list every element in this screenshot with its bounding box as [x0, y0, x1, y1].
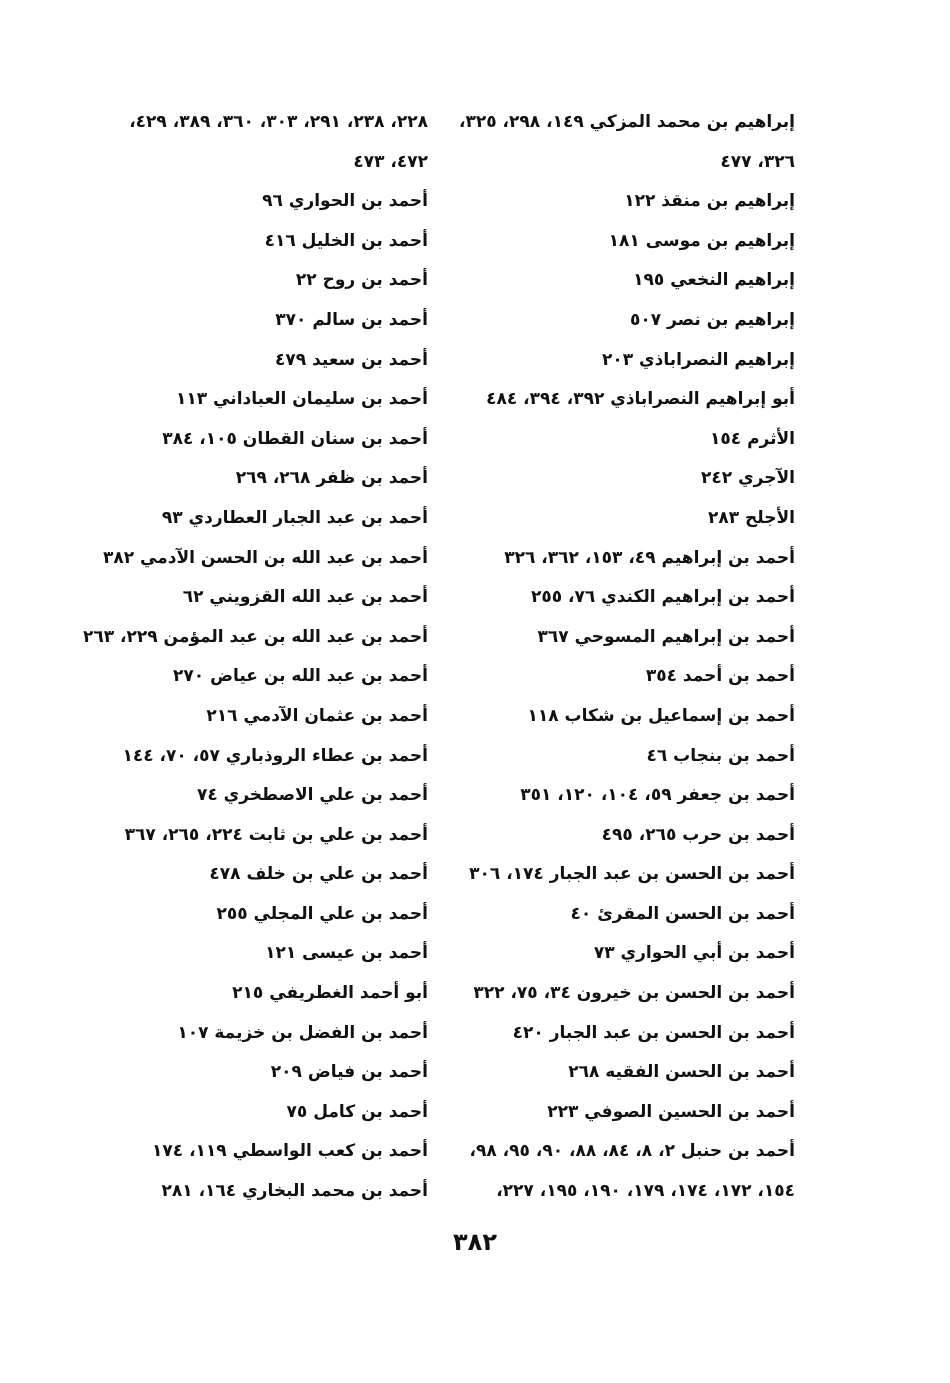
index-entry: أحمد بن فياض ٢٠٩ [270, 1062, 428, 1083]
index-entry: إبراهيم بن نصر ٥٠٧ [630, 309, 795, 330]
index-entry: أحمد بن ظفر ٢٦٨، ٢٦٩ [235, 468, 428, 489]
index-entry: الآجري ٢٤٢ [701, 468, 795, 489]
index-entry: أحمد بن الحسن الفقيه ٢٦٨ [568, 1062, 795, 1083]
index-entry: أحمد بن إسماعيل بن شكاب ١١٨ [527, 705, 795, 726]
index-entry: أحمد بن أحمد ٣٥٤ [645, 666, 795, 687]
index-entry: أحمد بن عبد الله بن عبد المؤمن ٢٢٩، ٢٦٣ [82, 626, 428, 647]
index-entry: أحمد بن كامل ٧٥ [286, 1101, 428, 1122]
index-entry: إبراهيم بن منقذ ١٢٢ [624, 191, 795, 212]
index-entry: أحمد بن سليمان العباداني ١١٣ [176, 389, 428, 410]
index-entry: أحمد بن جعفر ٥٩، ١٠٤، ١٢٠، ٣٥١ [520, 785, 795, 806]
index-entry: الأثرم ١٥٤ [710, 428, 795, 449]
index-entry: ١٥٤، ١٧٢، ١٧٤، ١٧٩، ١٩٠، ١٩٥، ٢٢٧، [496, 1181, 795, 1202]
index-entry: إبراهيم النخعي ١٩٥ [633, 270, 795, 291]
index-entry: أحمد بن الحسين الصوفي ٢٢٣ [547, 1101, 795, 1122]
index-entry: أبو أحمد الغطريفي ٢١٥ [232, 983, 428, 1004]
index-entry: ٣٢٦، ٤٧٧ [720, 151, 795, 172]
index-entry: أحمد بن أبي الحواري ٧٣ [593, 943, 795, 964]
index-entry: ٤٧٢، ٤٧٣ [353, 151, 428, 172]
index-entry: أحمد بن عثمان الآدمي ٢١٦ [206, 705, 428, 726]
index-column-left [68, 103, 428, 1212]
index-entry: إبراهيم بن محمد المزكي ١٤٩، ٢٩٨، ٣٢٥، [459, 112, 795, 132]
page-number: ٣٨٢ [453, 1228, 497, 1256]
index-entry: أحمد بن سالم ٣٧٠ [275, 309, 428, 330]
index-entry: أحمد بن حرب ٢٦٥، ٤٩٥ [601, 824, 795, 845]
index-entry: أحمد بن الخليل ٤١٦ [264, 230, 428, 251]
index-entry: أحمد بن كعب الواسطي ١١٩، ١٧٤ [152, 1141, 428, 1162]
index-entry: أحمد بن عبد الله بن عياض ٢٧٠ [173, 666, 428, 687]
index-entry: ٢٢٨، ٢٣٨، ٢٩١، ٣٠٣، ٣٦٠، ٣٨٩، ٤٢٩، [129, 112, 428, 132]
index-entry: أحمد بن علي الاصطخري ٧٤ [196, 785, 428, 806]
index-entry: أحمد بن الحسن المقرئ ٤٠ [570, 903, 795, 924]
index-entry: أحمد بن الحسن بن خيرون ٣٤، ٧٥، ٣٢٢ [473, 983, 795, 1004]
index-entry: أحمد بن علي بن خلف ٤٧٨ [209, 864, 428, 885]
index-entry: أحمد بن الفضل بن خزيمة ١٠٧ [177, 1022, 428, 1043]
index-entry: أحمد بن علي المجلي ٢٥٥ [216, 903, 428, 924]
index-entry: أحمد بن عيسى ١٢١ [265, 943, 428, 964]
index-entry: أحمد بن سعيد ٤٧٩ [275, 349, 428, 370]
index-entry: أحمد بن عبد الجبار العطاردي ٩٣ [161, 507, 428, 528]
index-entry: أحمد بن الحسن بن عبد الجبار ١٧٤، ٣٠٦ [469, 864, 795, 885]
index-column-right [455, 103, 795, 1212]
index-entry: أحمد بن إبراهيم الكندي ٧٦، ٢٥٥ [530, 587, 795, 608]
index-entry: أحمد بن إبراهيم ٤٩، ١٥٣، ٣٦٢، ٣٢٦ [504, 547, 795, 568]
index-entry: أحمد بن روح ٢٢ [295, 270, 428, 291]
index-entry: إبراهيم النصراباذي ٢٠٣ [601, 349, 795, 370]
index-entry: أبو إبراهيم النصراباذي ٣٩٢، ٣٩٤، ٤٨٤ [486, 389, 795, 410]
index-entry: أحمد بن إبراهيم المسوحي ٣٦٧ [537, 626, 795, 647]
index-entry: أحمد بن حنبل ٢، ٨، ٨٤، ٨٨، ٩٠، ٩٥، ٩٨، [469, 1141, 795, 1162]
index-entry: أحمد بن علي بن ثابت ٢٢٤، ٢٦٥، ٣٦٧ [124, 824, 428, 845]
index-entry: أحمد بن عطاء الروذباري ٥٧، ٧٠، ١٤٤ [122, 745, 428, 766]
index-entry: أحمد بن بنجاب ٤٦ [646, 745, 795, 766]
index-entry: أحمد بن عبد الله القزويني ٦٢ [182, 587, 428, 608]
index-entry: أحمد بن محمد البخاري ١٦٤، ٢٨١ [161, 1181, 428, 1202]
index-entry: أحمد بن الحسن بن عبد الجبار ٤٢٠ [512, 1022, 795, 1043]
index-entry: أحمد بن عبد الله بن الحسن الآدمي ٣٨٢ [102, 547, 428, 568]
index-entry: الأجلح ٢٨٣ [708, 507, 795, 528]
index-entry: إبراهيم بن موسى ١٨١ [608, 230, 795, 251]
index-entry: أحمد بن سنان القطان ١٠٥، ٣٨٤ [162, 428, 428, 449]
index-entry: أحمد بن الحواري ٩٦ [262, 191, 428, 212]
